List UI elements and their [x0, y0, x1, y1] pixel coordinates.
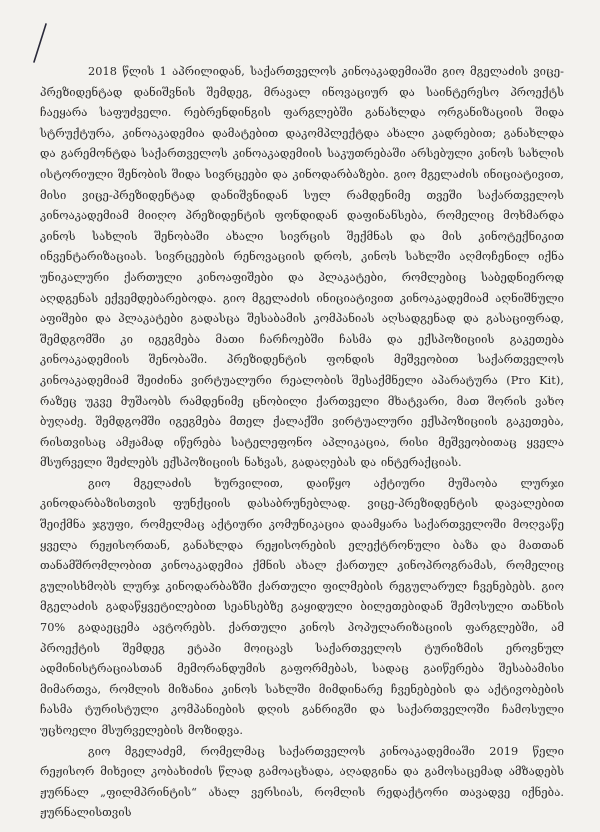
pen-mark-icon [30, 22, 50, 66]
paragraph-3: გიო მგელაძემ, რომელმაც საქართველოს კინოაკადემიაში 2019 წელი რეჟისორ მიხეილ კობახიძის წლად გამოაცხადა, აღადგინა და გამოსაცემად ამზადებს ჟურნალ „ფილმპრინტის“ ახალ ვერსიას, რომლის რედაქტორი თავადვე იქნება. ჟურნალისთვის [40, 744, 564, 820]
paragraph-2: გიო მგელაძის ხურვილით, დაიწყო აქტიური მუშაობა ლურჯი კინოდარბაზისთვის ფუნქციის დასაბრუნებლად. ვიცე-პრეზიდენტის დავალებით შეიქმნა ჯგუფი, რომელმაც აქტიური კომუნიკაცია დაამყარა საქართველოში მოღვაწე ყველა რეჟისორთან, განახლდა რეჟისორების ელექტრონული ბაზა და მათთან თანამშრომლობით კინოაკადემია ქმნის ახალ ქართულ კინოპროგრამას, რომელიც გულისხმობს ლურჯ კინოდარბაზში ქართული ფილმების რეგულარულ ჩვენებებს. გიო მგელაძის გადაწყვეტილებით სეანსებზე გაყიდული ბილეთებიდან შემოსული თანხის 70% გადაეცემა ავტორებს. ქართული კინოს პოპულარიზაციის ფარგლებში, ამ პროექტის შემდეგ ეტაპი მოიცავს საქართველოს ტურიზმის ეროვნულ ადმინისტრაციასთან მემორანდუმის გაფორმებას, სადაც გაიწერება შესაბამისი მიმართვა, რომლის მიზანია კინოს სახლში მიმდინარე ჩვენებების და აქტივობების ჩასმა ტურისტული კომპანიების დღის განრიგში და საქართველოში ჩამოსული უცხოელი მსურველების მოზიდვა. [40, 476, 564, 737]
paragraph-1: 2018 წლის 1 აპრილიდან, საქართველოს კინოაკადემიაში გიო მგელაძის ვიცე-პრეზიდენტად დანიშვნის შემდეგ, მრავალ ინოვაციურ და საინტერესო პროექტს ჩაეყარა საფუძველი. რებრენდინგის ფარგლებში განახლდა ორგანიზაციის შიდა სტრუქტურა, კინოაკადემია დამატებით დაკომპლექტდა ახალი კადრებით; განახლდა და გარემონტდა საქართველოს კინოაკადემიის საკუთრებაში არსებული კინოს სახლის ისტორიული შენობის შიდა სივრცეები და კინოდარბაზები. გიო მგელაძის ინიციატივით, მისი ვიცე-პრეზიდენტად დანიშვნიდან სულ რამდენიმე თვეში საქართველოს კინოაკადემიამ მიიღო პრეზიდენტის ფონდიდან დაფინანსება, რომელიც მოხმარდა კინოს სახლის შენობაში ახალი სივრცის შექმნას და მის კინოტექნიკით ინვენტარიზაციას. სივრცეების რენოვაციის დროს, კინოს სახლში აღმოჩენილ იქნა უნიკალური ქართული კინოაფიშები და პლაკატები, რომლებიც საბედნიეროდ აღდგენას ექვემდებარებოდა. გიო მგელაძის ინიციატივით კინოაკადემიამ აღნიშნული აფიშები და პლაკატები გადასცა შესაბამის კომპანიას აღსადგენად და გასაციფრად, შემდგომში კი იგეგმება მათი ჩარჩოებში ჩასმა და ექსპოზიციის გაკეთება კინოაკადემიის შენობაში. პრეზიდენტის ფონდის მეშვეობით საქართველოს კინოაკადემიამ შეიძინა ვირტუალური რეალობის შესაქმნელი აპარატურა (Pro Kit), რაზეც უკვე მუშაობს რამდენიმე ცნობილი ქართველი მხატვარი, მათ შორის ვახო ბუღაძე. შემდგომში იგეგმება მთელ ქალაქში ვირტუალური ექსპოზიციის გაკეთება, რისთვისაც ამჟამად იწერება სატელეფონო აპლიკაცია, რისი მეშვეობითაც ყველა მსურველი შეძლებს ექსპოზიციის ნახვას, გადაღებას და ინტერაქციას. [40, 65, 564, 470]
